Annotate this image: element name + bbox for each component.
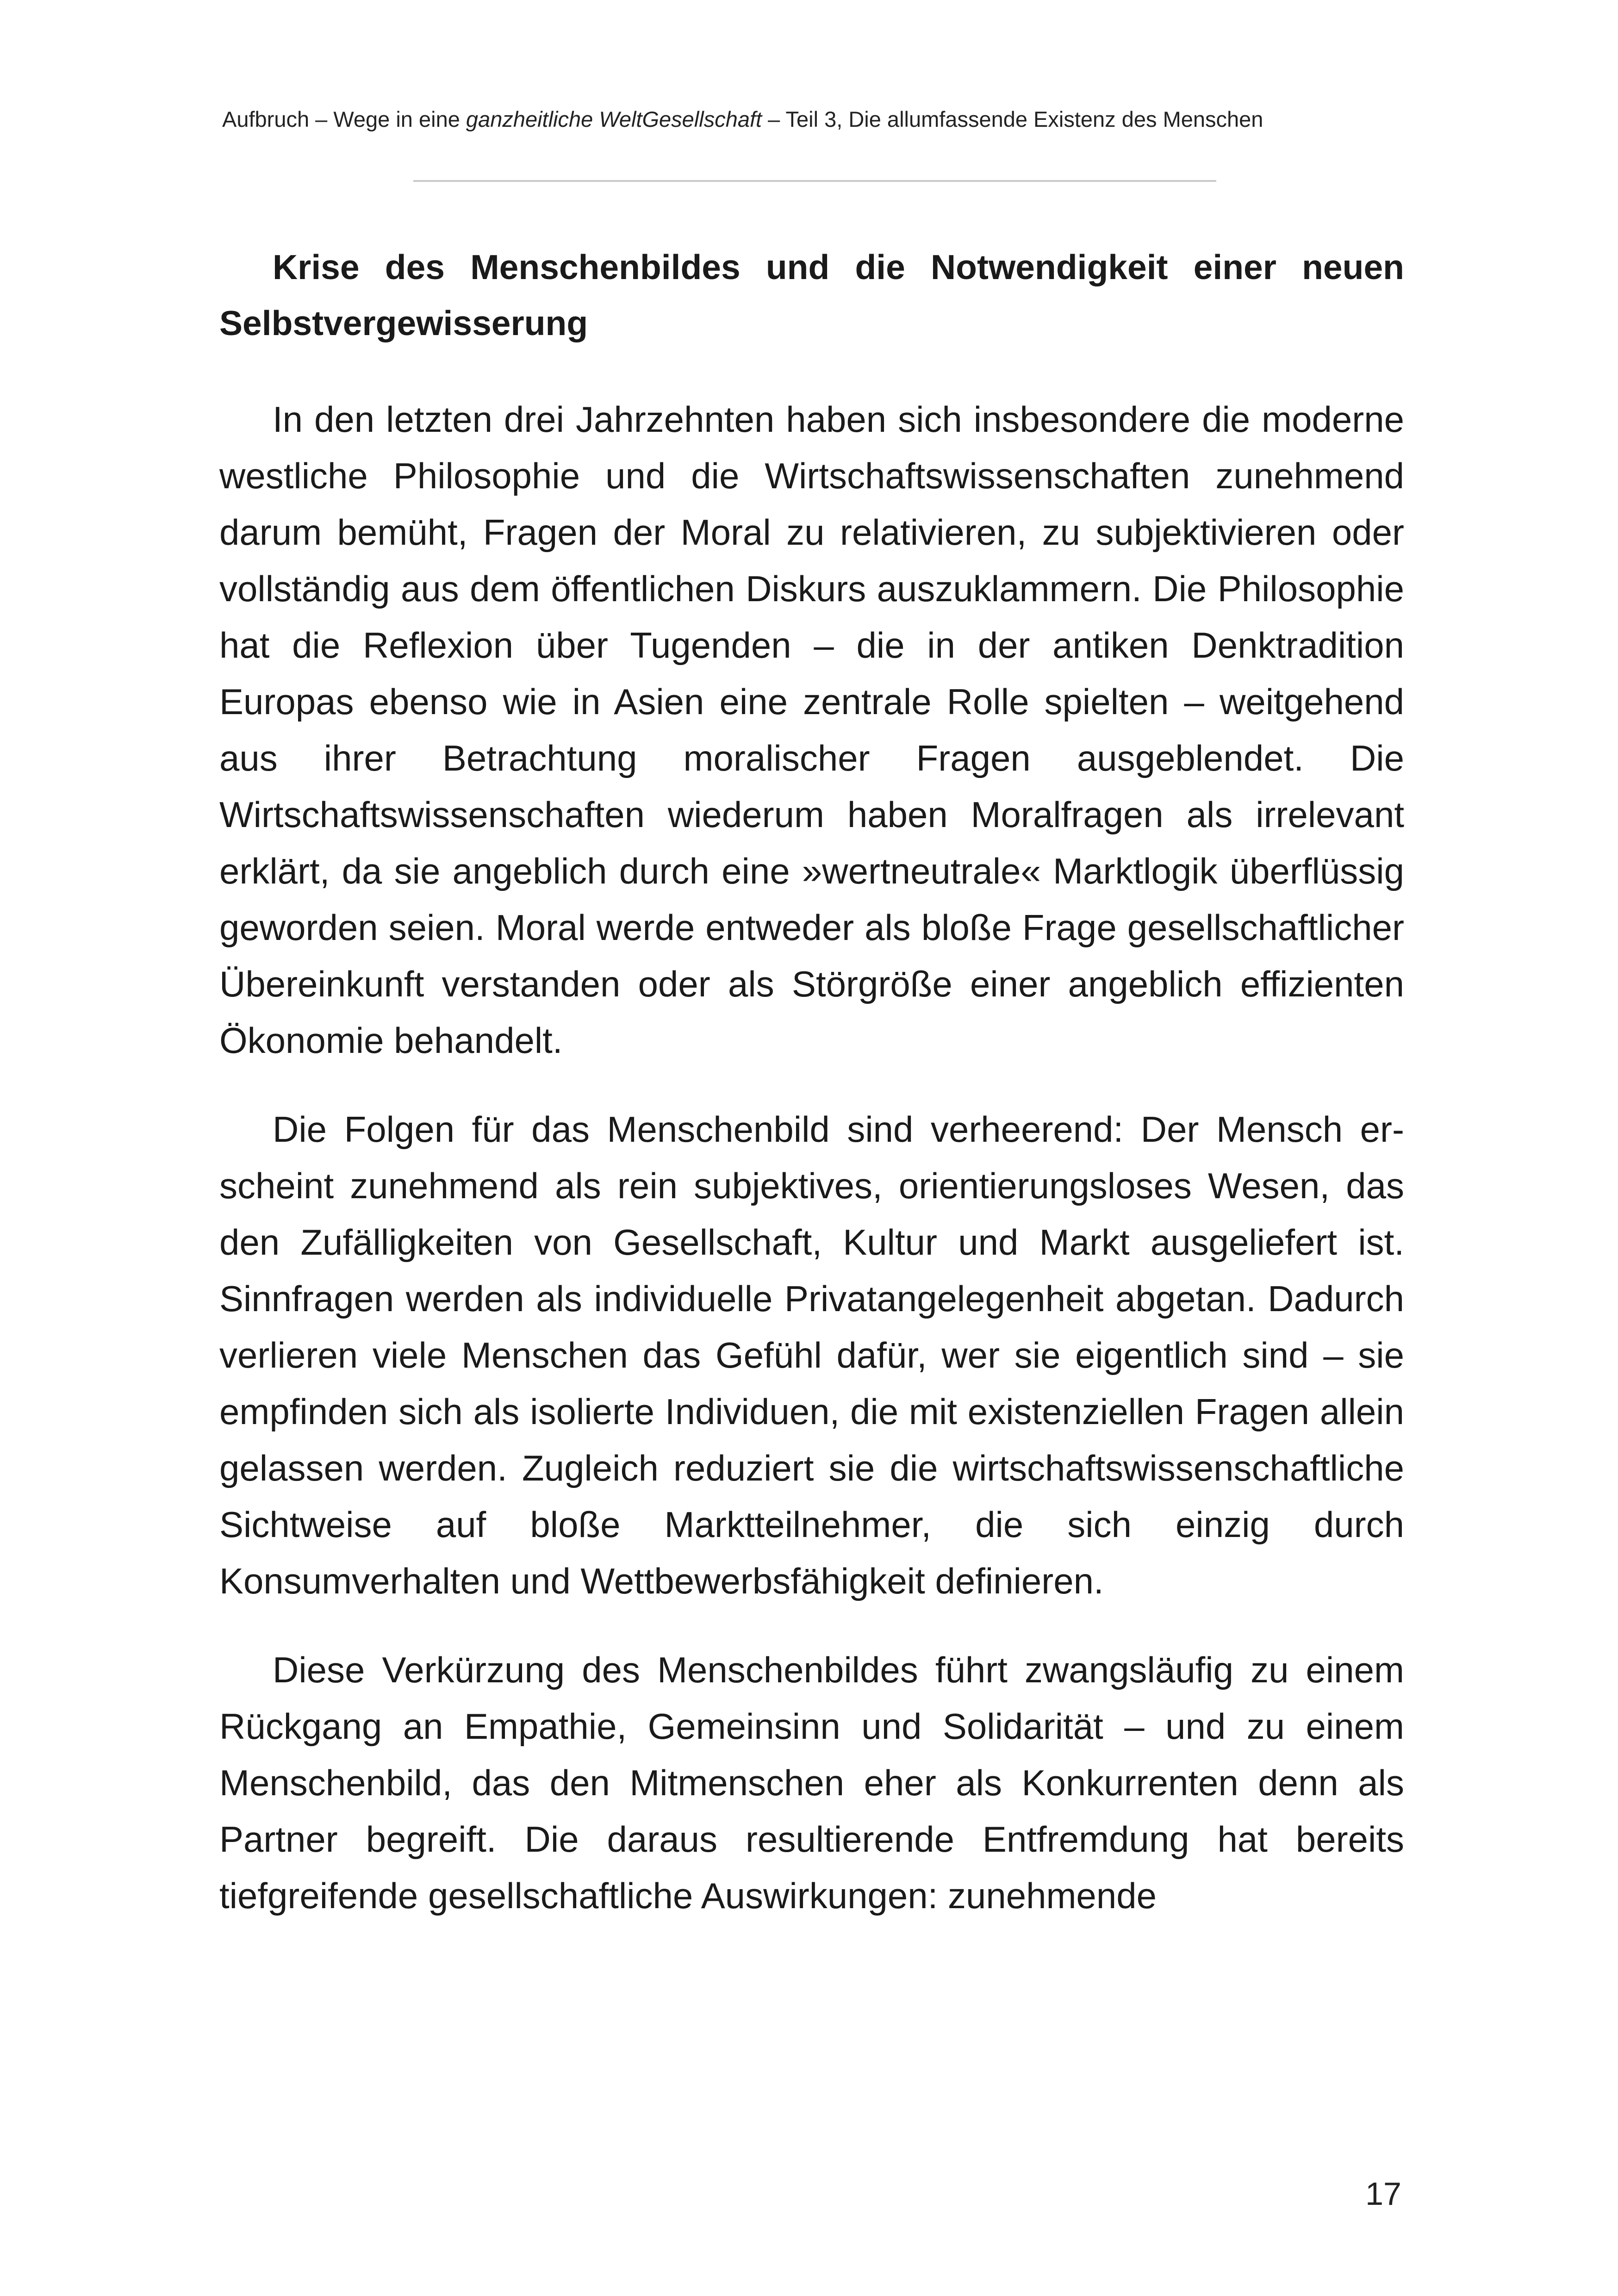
body-paragraph: Diese Verkürzung des Menschenbildes führt zwangsläufig zu einem Rückgang an Empathie, Gemeinsinn und Solidarität – und zu einem Menschenbild, das den Mitmenschen eher als Konkurrenten denn als Partner begreift. Die daraus resultierende Entfremdung hat bereits tiefgreifende gesellschaftliche Auswirkungen: zunehmende — [219, 1649, 1404, 1916]
body-paragraph: In den letzten drei Jahrzehnten haben sich insbesondere die moderne westliche Philosophie und die Wirtschaftswissenschaften zunehmend darum bemüht, Fragen der Moral zu relativieren, zu subjektivieren oder vollständig aus dem öffentlichen Diskurs auszuklammern. Die Philosophie hat die Reflexion über Tugenden – die in der antiken Denktradition Europas ebenso wie in Asien eine zentrale Rolle spielten – weitgehend aus ihrer Betrachtung moralischer Fragen ausgeblendet. Die Wirtschaftswissenschaften wiederum haben Moralfragen als irrelevant erklärt, da sie angeblich durch eine »wertneutrale« Marktlogik überflüssig geworden seien. Moral werde entweder als bloße Frage gesellschaftlicher Übereinkunft verstanden oder als Störgröße einer angeblich effizienten Ökonomie behandelt. — [219, 399, 1404, 1061]
page-number: 17 — [1365, 2176, 1401, 2212]
body-paragraph: Die Folgen für das Menschenbild sind verheerend: Der Mensch erscheint zunehmend als rein subjektives, orientierungsloses Wesen, das den Zufälligkeiten von Gesellschaft, Kultur und Markt ausgeliefert ist. Sinnfragen werden als individuelle Privatangelegenheit abgetan. Dadurch verlieren viele Menschen das Gefühl dafür, wer sie eigentlich sind – sie empfinden sich als isolierte Individuen, die mit existenziellen Fragen allein gelassen werden. Zugleich reduziert sie die wirtschaftswissenschaftliche Sichtweise auf bloße Marktteilnehmer, die sich einzig durch Konsumverhalten und Wettbewerbsfähigkeit definieren. — [219, 1109, 1404, 1601]
header-book-title: ganzheitliche WeltGesellschaft — [466, 107, 762, 131]
section-heading: Krise des Menschenbildes und die Notwendigkeit einer neuen Selbstvergewisserung — [219, 248, 1404, 342]
header-prefix: Aufbruch – Wege in eine — [222, 107, 466, 131]
header-suffix: – Teil 3, Die allumfassende Existenz des Menschen — [762, 107, 1263, 131]
page-content — [219, 239, 1404, 1956]
header-divider — [413, 180, 1216, 182]
running-header — [222, 106, 1398, 133]
